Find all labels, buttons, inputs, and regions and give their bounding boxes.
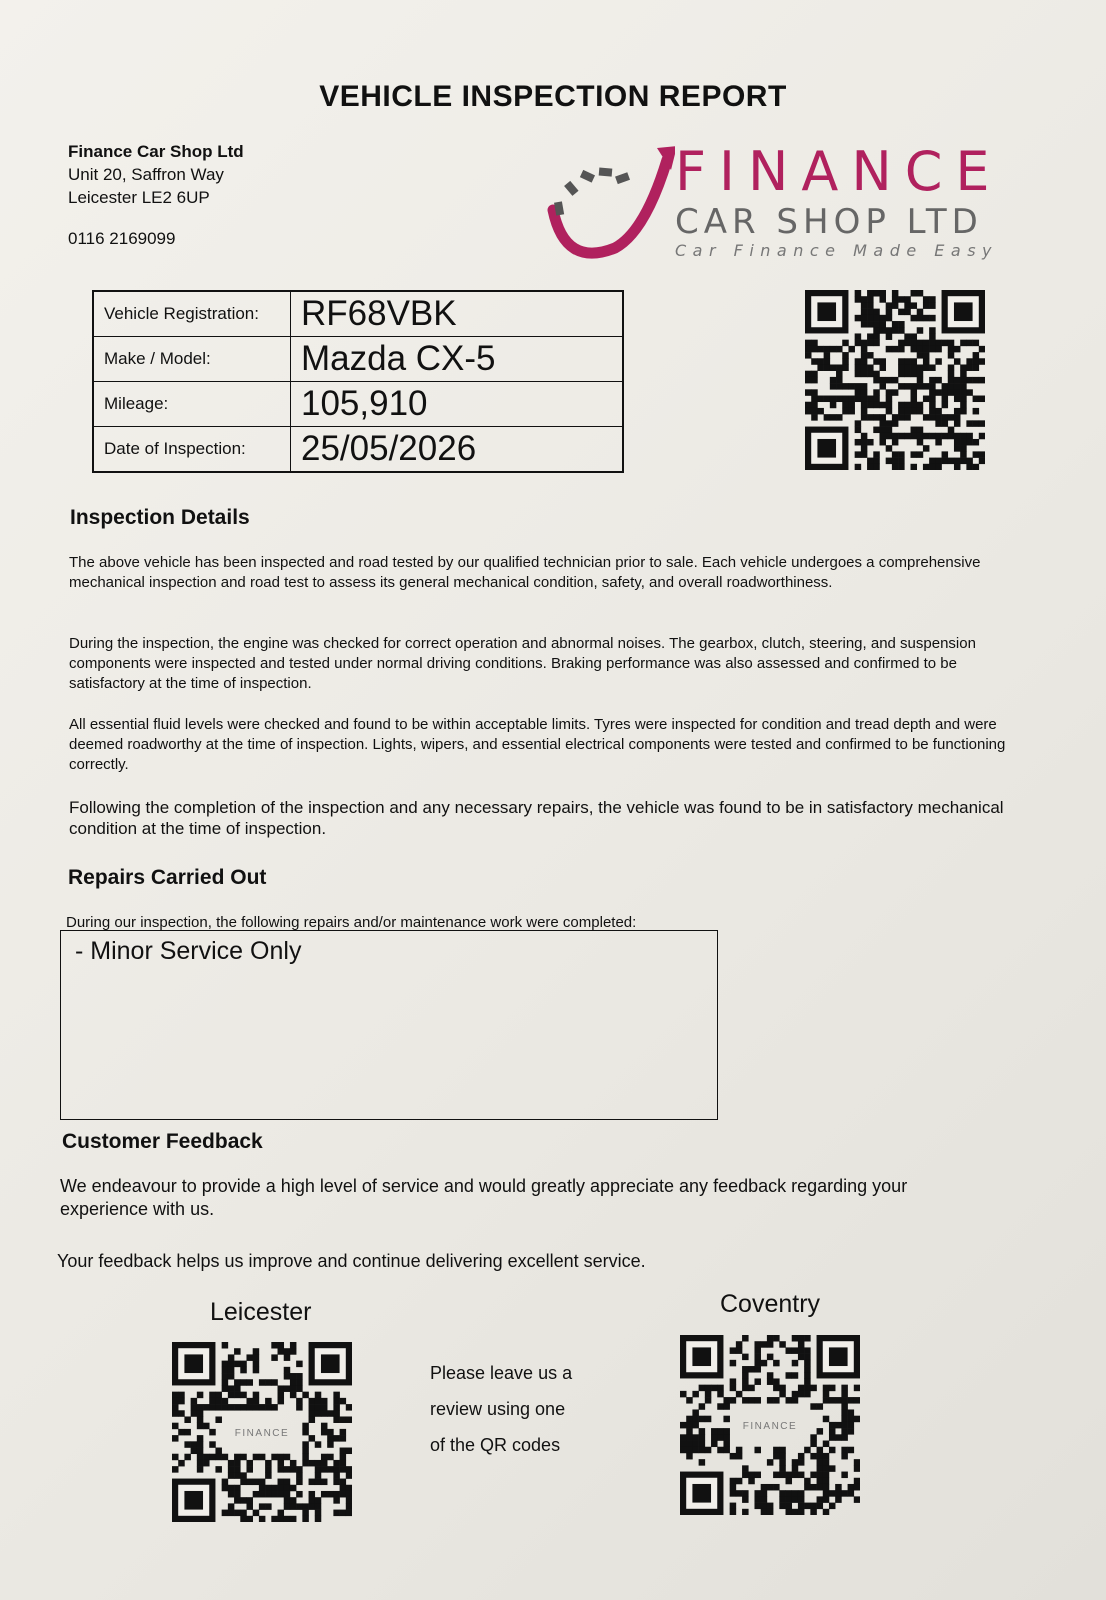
qr-logo-text: FINANCE (234, 1428, 290, 1439)
table-label: Make / Model: (93, 337, 291, 382)
coventry-label: Coventry (720, 1290, 821, 1318)
feedback-paragraph: We endeavour to provide a high level of service and would greatly appreciate any feedback regarding your experience with us. (60, 1176, 908, 1219)
table-row (93, 291, 623, 337)
table-row (93, 337, 623, 382)
review-instructions (430, 1355, 600, 1463)
qr-finder-pattern (805, 427, 848, 470)
table-row (93, 427, 623, 473)
repairs-intro: During our inspection, the following repairs and/or maintenance work were completed: (66, 914, 637, 931)
qr-code-icon (805, 290, 985, 470)
repairs-heading: Repairs Carried Out (68, 866, 267, 889)
qr-finder-pattern (942, 290, 985, 333)
qr-finder-pattern (805, 290, 848, 333)
inspection-paragraph: During the inspection, the engine was checked for correct operation and abnormal noises. The gearbox, clutch, steering, and suspension components were inspected and tested under normal driving conditions. Braking performance was also assessed and confirmed to be satisfactory at the time of inspection. (69, 635, 976, 692)
qr-finder-pattern (680, 1335, 723, 1378)
qr-logo-text: FINANCE (742, 1421, 798, 1432)
leicester-review-qr[interactable] (172, 1342, 352, 1522)
company-address-block (68, 140, 244, 250)
table-value: RF68VBK (291, 291, 624, 337)
qr-code-icon (172, 1342, 352, 1522)
logo-line-2: CAR SHOP LTD (675, 202, 983, 242)
qr-finder-pattern (172, 1342, 215, 1385)
speedometer-arrow-icon (545, 140, 675, 270)
inspection-paragraph: All essential fluid levels were checked and found to be within acceptable limits. Tyres were inspected for condition and tread depth and were deemed roadworthy at the time of inspection. Lights, wipers, and essential electrical components were tested and confirmed to be functioning correctly. (69, 716, 1006, 773)
table-label: Mileage: (93, 382, 291, 427)
feedback-paragraph: Your feedback helps us improve and continue delivering excellent service. (57, 1251, 646, 1271)
table-label: Vehicle Registration: (93, 291, 291, 337)
inspection-paragraph: Following the completion of the inspection and any necessary repairs, the vehicle was found to be in satisfactory mechanical condition at the time of inspection. (69, 798, 1004, 838)
table-value: 105,910 (291, 382, 624, 427)
table-value: Mazda CX-5 (291, 337, 624, 382)
company-logo (555, 140, 1003, 270)
logo-wordmark (675, 140, 1003, 262)
qr-finder-pattern (309, 1342, 352, 1385)
inspection-heading: Inspection Details (70, 506, 250, 529)
leicester-label: Leicester (210, 1298, 312, 1326)
repairs-list-box (60, 930, 718, 1120)
company-name: Finance Car Shop Ltd (68, 142, 244, 161)
address-line-1: Unit 20, Saffron Way (68, 165, 224, 184)
address-line-2: Leicester LE2 6UP (68, 188, 210, 207)
table-value: 25/05/2026 (291, 427, 624, 473)
company-phone: 0116 2169099 (68, 229, 176, 248)
qr-code-icon (680, 1335, 860, 1515)
qr-finder-pattern (817, 1335, 860, 1378)
table-label: Date of Inspection: (93, 427, 291, 473)
table-row (93, 382, 623, 427)
vehicle-qr-code[interactable] (805, 290, 985, 470)
list-item: - Minor Service Only (75, 937, 302, 965)
page-title: VEHICLE INSPECTION REPORT (319, 80, 787, 113)
inspection-paragraph: The above vehicle has been inspected and road tested by our qualified technician prior to sale. Each vehicle undergoes a comprehensive mechanical inspection and road test to assess its general mechanical condition, safety, and overall roadworthiness. (69, 554, 981, 591)
qr-finder-pattern (172, 1479, 215, 1522)
vehicle-details-table (92, 290, 624, 473)
review-text-line: Please leave us a (430, 1363, 573, 1383)
logo-tagline: Car Finance Made Easy (675, 241, 999, 260)
feedback-heading: Customer Feedback (62, 1130, 263, 1153)
coventry-review-qr[interactable] (680, 1335, 860, 1515)
logo-line-1: FINANCE (675, 140, 1003, 203)
qr-finder-pattern (680, 1472, 723, 1515)
review-text-line: review using one (430, 1399, 566, 1419)
review-text-line: of the QR codes (430, 1435, 561, 1455)
